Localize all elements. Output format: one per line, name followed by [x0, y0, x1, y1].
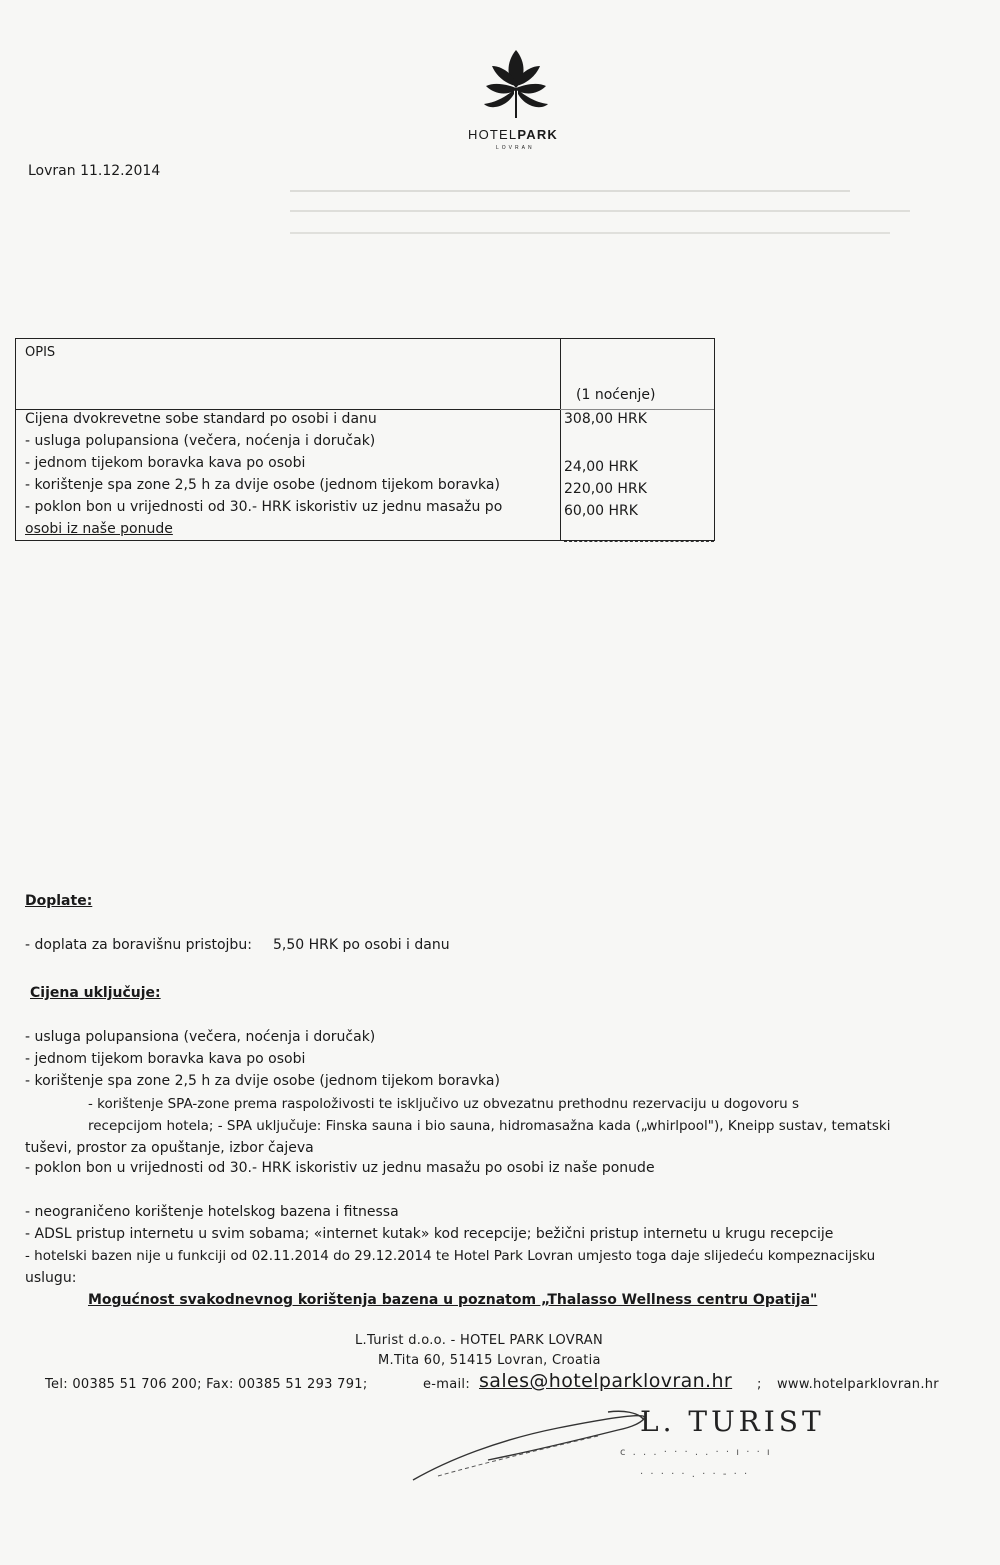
price-cell: 24,00 HRK — [564, 459, 638, 475]
table-row: - jednom tijekom boravka kava po osobi — [25, 455, 306, 471]
ukljucuje-line: - korištenje spa zone 2,5 h za dvije osobe (jednom tijekom boravka) — [25, 1073, 500, 1089]
footer-separator: ; — [757, 1377, 762, 1392]
price-cell: 308,00 HRK — [564, 411, 647, 427]
brand-name — [468, 127, 578, 142]
stamp-text-faded: c . . . · · · . . · · ı · · ı — [620, 1447, 772, 1458]
ukljucuje-line: - neograničeno korištenje hotelskog bazena i fitnessa — [25, 1204, 399, 1220]
ukljucuje-line: - jednom tijekom boravka kava po osobi — [25, 1051, 306, 1067]
table-header-opis: OPIS — [25, 345, 56, 360]
table-divider-vertical — [560, 339, 561, 540]
table-row: - korištenje spa zone 2,5 h za dvije osobe (jednom tijekom boravka) — [25, 477, 500, 493]
offer-table — [15, 338, 715, 541]
ukljucuje-line: - poklon bon u vrijednosti od 30.- HRK iskoristiv uz jednu masažu po osobi iz naše ponude — [25, 1160, 655, 1176]
doplate-line-label: - doplata za boravišnu pristojbu: — [25, 937, 252, 953]
ukljucuje-line: - hotelski bazen nije u funkciji od 02.11.2014 do 29.12.2014 te Hotel Park Lovran umjesto toga daje slijedeću kompeznacijsku — [25, 1248, 876, 1264]
ukljucuje-line: uslugu: — [25, 1270, 77, 1286]
hotel-logo — [468, 44, 578, 154]
footer-email-link[interactable]: sales@hotelparklovran.hr — [479, 1370, 733, 1392]
price-cell: 220,00 HRK — [564, 481, 647, 497]
signature — [408, 1400, 668, 1490]
ukljucuje-line: tuševi, prostor za opuštanje, izbor čajeva — [25, 1140, 314, 1156]
footer-tel-fax: Tel: 00385 51 706 200; Fax: 00385 51 293 791; — [45, 1377, 368, 1392]
bleed-through — [290, 180, 930, 250]
ukljucuje-line: - ADSL pristup internetu u svim sobama; «internet kutak» kod recepcije; bežični pristup internetu u krugu recepcije — [25, 1226, 834, 1242]
table-divider-horizontal-right — [560, 409, 714, 410]
table-row: - usluga polupansiona (večera, noćenja i doručak) — [25, 433, 376, 449]
brand-sub: LOVRAN — [496, 145, 535, 151]
table-divider-horizontal — [16, 409, 560, 410]
stamp-title: L. TURIST — [640, 1405, 825, 1438]
ukljucuje-line: - usluga polupansiona (večera, noćenja i doručak) — [25, 1029, 376, 1045]
thalasso-highlight: Mogućnost svakodnevnog korištenja bazena u poznatom „Thalasso Wellness centru Opatija" — [88, 1292, 818, 1308]
doplate-heading: Doplate: — [25, 893, 93, 909]
table-row: Cijena dvokrevetne sobe standard po osobi i danu — [25, 411, 377, 427]
price-cell: 60,00 HRK — [564, 503, 638, 519]
brand-bold: PARK — [517, 127, 559, 142]
doplate-line-value: 5,50 HRK po osobi i danu — [273, 937, 450, 953]
footer-address: M.Tita 60, 51415 Lovran, Croatia — [378, 1353, 601, 1368]
document-date: Lovran 11.12.2014 — [28, 163, 161, 179]
stamp-text-faded: · · · · · . · · - · · — [640, 1469, 750, 1480]
table-row: - poklon bon u vrijednosti od 30.- HRK iskoristiv uz jednu masažu po — [25, 499, 503, 515]
footer-email-label: e-mail: — [423, 1377, 471, 1392]
ukljucuje-heading: Cijena uključuje: — [30, 985, 161, 1001]
brand-light: HOTEL — [468, 127, 518, 142]
leaf-icon — [476, 44, 556, 124]
footer-company: L.Turist d.o.o. - HOTEL PARK LOVRAN — [355, 1333, 604, 1348]
table-dashed-edge — [564, 541, 714, 543]
table-header-nocenje: (1 noćenje) — [576, 387, 656, 403]
footer-web-link[interactable]: www.hotelparklovran.hr — [777, 1377, 939, 1392]
ukljucuje-line: - korištenje SPA-zone prema raspoloživosti te isključivo uz obvezatnu prethodnu rezervaciju u dogovoru s — [88, 1096, 800, 1112]
table-row: osobi iz naše ponude — [25, 521, 173, 537]
ukljucuje-line: recepcijom hotela; - SPA uključuje: Finska sauna i bio sauna, hidromasažna kada („whirlpool"), Kneipp sustav, tematski — [88, 1118, 891, 1134]
